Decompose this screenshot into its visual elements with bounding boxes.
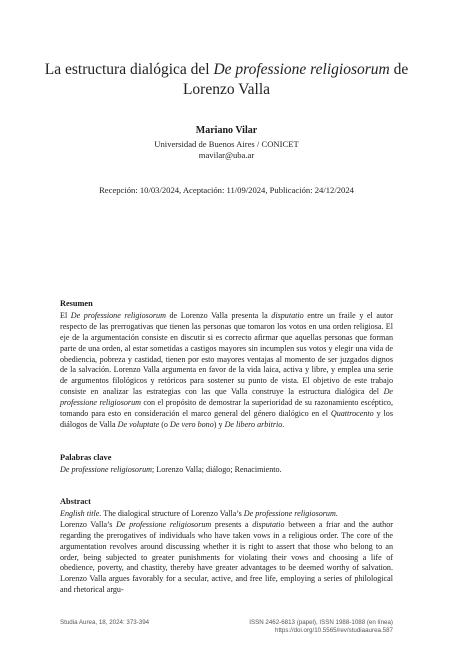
- resumen-italic: Quattrocento: [330, 409, 374, 419]
- abstract-italic: De professione religiosorum.: [243, 508, 338, 518]
- resumen-text: de Lorenzo Valla presenta la: [165, 310, 272, 320]
- publication-dates: Recepción: 10/03/2024, Aceptación: 11/09/2024, Publicación: 24/12/2024: [99, 185, 354, 195]
- resumen-italic: De vero bono: [170, 419, 214, 429]
- abstract-heading: Abstract: [60, 497, 91, 506]
- author-name: Mariano Vilar: [195, 125, 258, 136]
- abstract-text: The dialogical structure of Lorenzo Valla’s: [101, 508, 244, 518]
- abstract-section: [60, 497, 393, 596]
- resumen-italic: De professione religiosorum: [60, 387, 393, 408]
- resumen-text: ) y: [213, 419, 225, 429]
- title-part-3: de Lorenzo Valla: [182, 61, 409, 98]
- keywords-italic: De professione religiosorum: [60, 464, 153, 474]
- footer-doi-link[interactable]: https://doi.org/10.5565/rev/studiaaurea.587: [275, 627, 393, 634]
- footer-issn-doi: [249, 619, 393, 635]
- resumen-text: y los diálogos de Valla: [60, 409, 393, 429]
- abstract-body: [60, 520, 393, 596]
- author-email[interactable]: mavilar@uba.ar: [198, 150, 255, 160]
- abstract-text: between a friar and the author regarding the prerogatives of individuals who have taken vows in a religious order. The core of the argumentation revolves around discussing whether it is right to assert that those who belong to an order, being subjected to greater punishments for violating their vows and choosing a life of obedience, poverty, and chastity, thereby have greater advantages to be deemed worthy of salvation. Lorenzo Valla argues favorably for a secular, active, and free life, employing a series of philological and rhetorical argu-: [60, 519, 393, 595]
- resumen-text: .: [282, 419, 285, 429]
- resumen-text: entre un fraile y el autor respecto de las prerrogativas que tienen las personas que tomaron los votos en una orden religiosa. El eje de la argumentación consiste en discutir si es correcto afirmar que aquellas personas que forman parte de una orden, al estar sometidas a castigos mayores sin incumplen sus votos y elegir una vida de obediencia, pobreza y castidad, tienen por esto mayores ventajas al momento de ser juzgados dignos de la salvación. Lorenzo Valla argumenta en favor de la vida laica, activa y libre, y emplea una serie de argumentos filológicos y retóricos para sostener su punto de vista. El objetivo de este trabajo consiste en analizar las estrategias con las que Valla construye la estructura dialógica del: [60, 310, 393, 397]
- resumen-text: (o: [159, 419, 171, 429]
- abstract-italic: disputatio: [252, 519, 285, 529]
- resumen-body: [60, 311, 393, 431]
- footer-issn: ISSN 2462-6813 (papel), ISSN 1988-1088 (en línea): [249, 619, 393, 626]
- footer-journal: Studia Aurea, 18, 2024: 373-394: [60, 619, 150, 626]
- article-title: [40, 60, 413, 100]
- resumen-heading: Resumen: [60, 299, 93, 308]
- resumen-italic: disputatio: [271, 310, 304, 320]
- abstract-text: presents a: [211, 519, 253, 529]
- keywords-section: [60, 453, 393, 476]
- keywords-text: ; Lorenzo Valla; diálogo; Renacimiento.: [152, 464, 282, 474]
- abstract-italic: De professione religiosorum: [116, 519, 212, 529]
- title-italic-work: De professione religiosorum: [213, 61, 390, 78]
- resumen-italic: De voluptate: [117, 419, 160, 429]
- abstract-english-title: [60, 509, 393, 520]
- resumen-italic: De professione religiosorum: [70, 310, 166, 320]
- keywords-body: [60, 465, 393, 476]
- abstract-italic: English title.: [60, 508, 102, 518]
- resumen-text: El: [60, 310, 71, 320]
- resumen-section: [60, 299, 393, 431]
- abstract-text: Lorenzo Valla’s: [60, 519, 117, 529]
- author-affiliation: Universidad de Buenos Aires / CONICET: [154, 139, 299, 149]
- resumen-italic: De libero arbitrio: [224, 419, 283, 429]
- keywords-heading: Palabras clave: [60, 453, 112, 462]
- resumen-text: con el propósito de demostrar la superioridad de su razonamiento escéptico, tomando para esto en consideración el marco general del género dialógico en el: [60, 398, 394, 419]
- title-part-1: La estructura dialógica del: [44, 61, 214, 78]
